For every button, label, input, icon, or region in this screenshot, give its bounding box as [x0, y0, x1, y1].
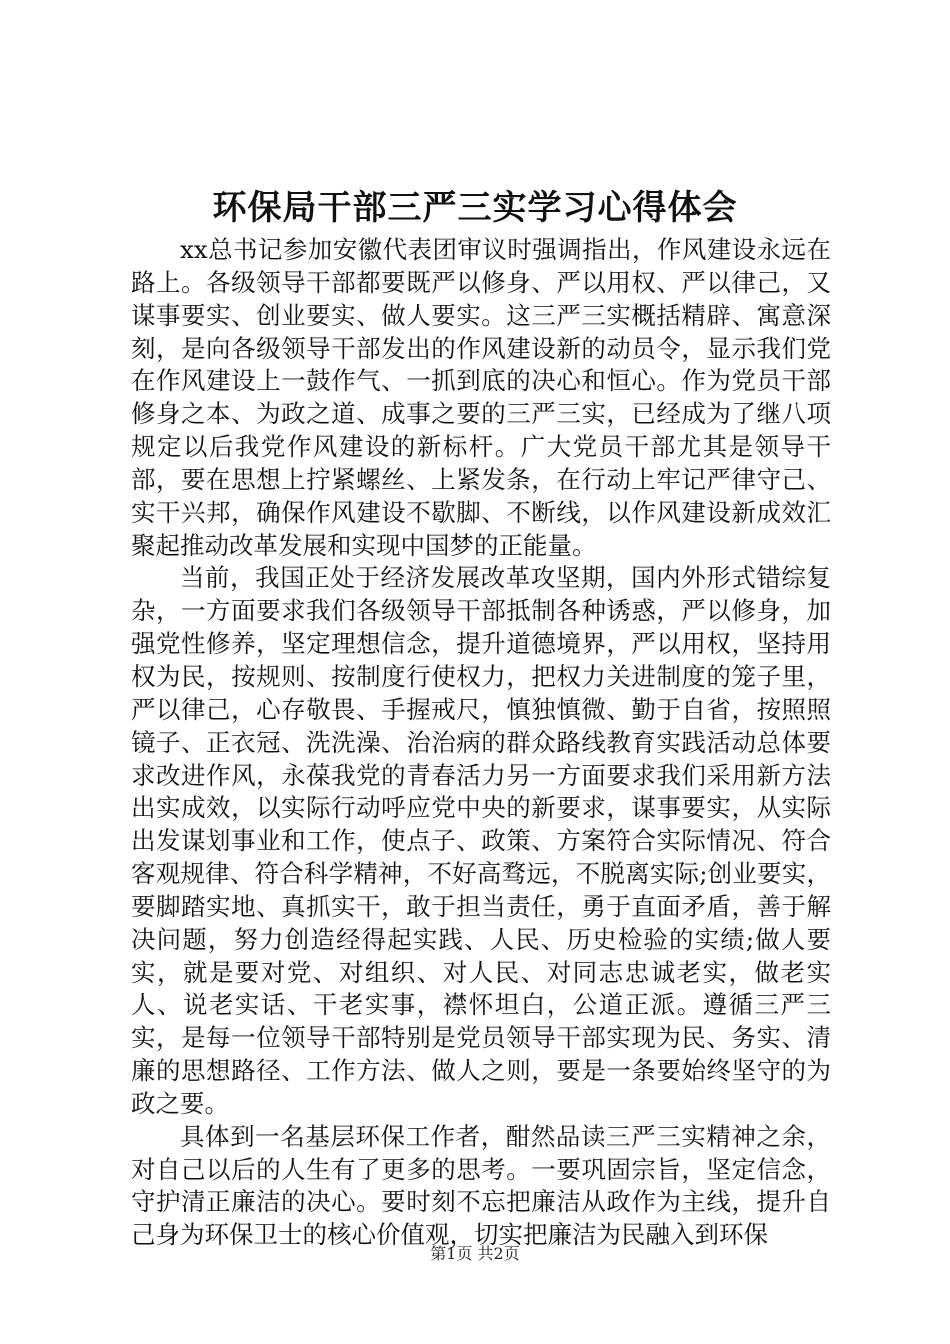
paragraph-2: 当前，我国正处于经济发展改革攻坚期，国内外形式错综复杂，一方面要求我们各级领导干部抵制各种诱惑，严以修身，加强党性修养，坚定理想信念，提升道德境界，严以用权，坚持用权为民，按规则、按制度行使权力，把权力关进制度的笼子里，严以律己，心存敬畏、手握戒尺，慎独慎微、勤于自省，按照照镜子、正衣冠、洗洗澡、治治病的群众路线教育实践活动总体要求改进作风，永葆我党的青春活力另一方面要求我们采用新方法出实成效，以实际行动呼应党中央的新要求，谋事要实，从实际出发谋划事业和工作，使点子、政策、方案符合实际情况、符合客观规律、符合科学精神，不好高骛远，不脱离实际;创业要实，要脚踏实地、真抓实干，敢于担当责任，勇于直面矛盾，善于解决问题，努力创造经得起实践、人民、历史检验的实绩;做人要实，就是要对党、对组织、对人民、对同志忠诚老实，做老实人、说老实话、干老实事，襟怀坦白，公道正派。遵循三严三实，是每一位领导干部特别是党员领导干部实现为民、务实、清廉的思想路径、工作方法、做人之则，要是一条要始终坚守的为政之要。 [131, 563, 831, 1118]
paragraph-3: 具体到一名基层环保工作者，酣然品读三严三实精神之余，对自己以后的人生有了更多的思考。一要巩固宗旨，坚定信念，守护清正廉洁的决心。要时刻不忘把廉洁从政作为主线，提升自己身为环保卫士的核心价值观，切实把廉洁为民融入到环保 [131, 1121, 831, 1250]
document-title: 环保局干部三严三实学习心得体会 [212, 188, 738, 228]
page-number-footer: 第1页 共2页 [430, 1244, 520, 1263]
document-body [131, 234, 831, 1252]
paragraph-1: xx总书记参加安徽代表团审议时强调指出，作风建设永远在路上。各级领导干部都要既严以修身、严以用权、严以律己，又谋事要实、创业要实、做人要实。这三严三实概括精辟、寓意深刻，是向各级领导干部发出的作风建设新的动员令，显示我们党在作风建设上一鼓作气、一抓到底的决心和恒心。作为党员干部修身之本、为政之道、成事之要的三严三实，已经成为了继八项规定以后我党作风建设的新标杆。广大党员干部尤其是领导干部，要在思想上拧紧螺丝、上紧发条，在行动上牢记严律守己、实干兴邦，确保作风建设不歇脚、不断线，以作风建设新成效汇聚起推动改革发展和实现中国梦的正能量。 [131, 235, 831, 560]
